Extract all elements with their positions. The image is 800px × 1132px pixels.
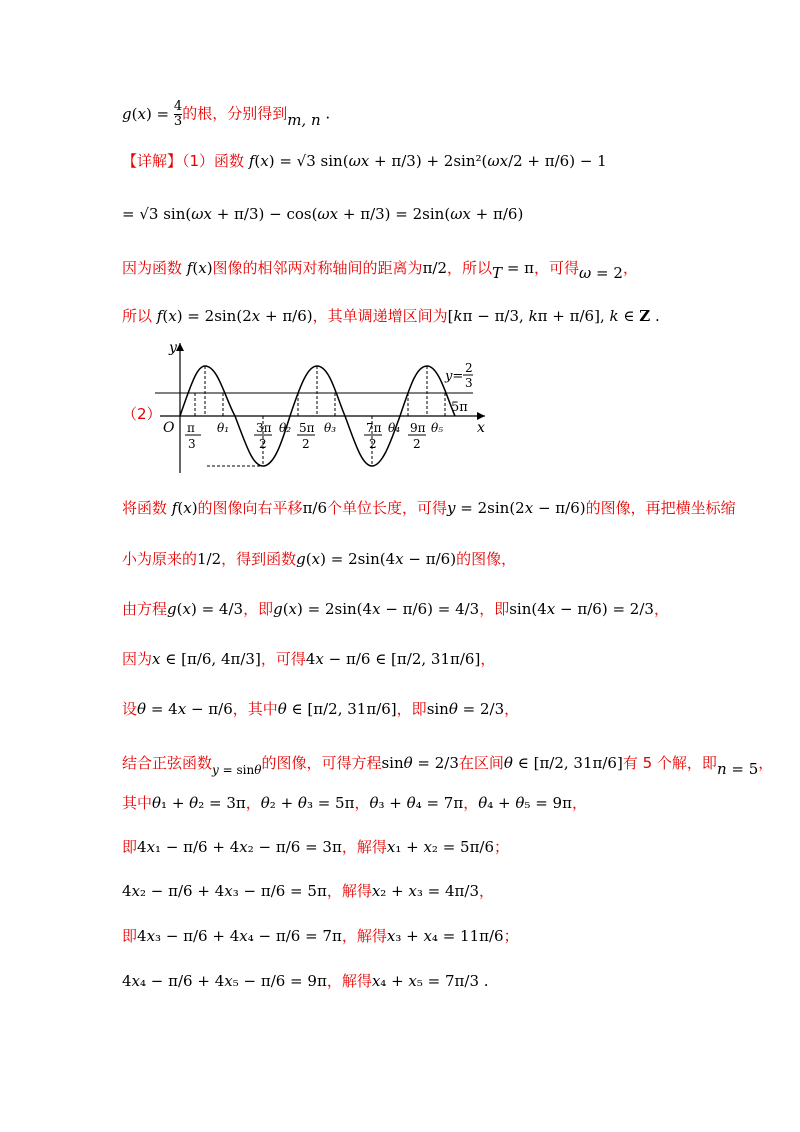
- graph-origin: O: [163, 420, 175, 436]
- line-6: （2）: [122, 405, 162, 423]
- line-3: = √3 sin(ωx + π/3) − cos(ωx + π/3) = 2sin(ωx + π/6): [122, 205, 524, 223]
- line-7: 将函数 f(x)的图像向右平移π/6个单位长度，可得y = 2sin(2x − π/6)的图像，再把横坐标缩: [122, 499, 736, 517]
- line-9: 由方程g(x) = 4/3，即g(x) = 2sin(4x − π/6) = 4/3，即sin(4x − π/6) = 2/3，: [122, 600, 669, 618]
- svg-text:2: 2: [465, 361, 473, 375]
- graph-line-label: y=: [445, 369, 464, 384]
- line-8: 小为原来的1/2，得到函数g(x) = 2sin(4x − π/6)的图像，: [122, 550, 517, 568]
- line-1-text: 的根，分别得到: [182, 104, 288, 123]
- tick-theta4: θ₄: [388, 421, 401, 435]
- line-2: 【详解】（1）函数 f(x) = √3 sin(ωx + π/3) + 2sin²(ωx/2 + π/6) − 1: [122, 152, 607, 170]
- line-11: 设θ = 4x − π/6，其中θ ∈ [π/2, 31π/6]，即sinθ = 2/3，: [122, 700, 520, 718]
- graph-x-label: x: [477, 420, 485, 436]
- line-12: 结合正弦函数$_{y = sin\theta}$的图像，可得方程sinθ = 2/3在区间θ ∈ [π/2, 31π/6]有 5 个解，即n = 5，: [122, 754, 774, 778]
- graph-y-label: y: [169, 340, 177, 356]
- sine-graph: [155, 338, 495, 478]
- line-16: 即4x₃ − π/6 + 4x₄ − π/6 = 7π，解得x₃ + x₄ = 11π/6；: [122, 927, 519, 945]
- line-14: 即4x₁ − π/6 + 4x₂ − π/6 = 3π，解得x₁ + x₂ = 5π/6；: [122, 838, 510, 856]
- tick-theta1: θ₁: [217, 421, 230, 435]
- svg-text:5π: 5π: [299, 421, 315, 435]
- line-17: 4x₄ − π/6 + 4x₅ − π/6 = 9π，解得x₄ + x₅ = 7π/3 .: [122, 972, 489, 990]
- svg-text:7π: 7π: [366, 421, 382, 435]
- svg-text:9π: 9π: [410, 421, 426, 435]
- tick-pi-3: π: [187, 421, 195, 435]
- tick-theta3: θ₃: [324, 421, 337, 435]
- svg-text:3: 3: [465, 376, 473, 390]
- line-13: 其中θ₁ + θ₂ = 3π，θ₂ + θ₃ = 5π，θ₃ + θ₄ = 7π，θ₄ + θ₅ = 9π，: [122, 794, 587, 812]
- tick-theta5: θ₅: [431, 421, 444, 435]
- svg-text:2: 2: [259, 437, 267, 451]
- graph-right-label: 5π: [451, 400, 468, 415]
- line-1: g(x) = $\frac{4}{3}$ 的根，分别得到m, n .: [122, 99, 331, 129]
- svg-text:3π: 3π: [256, 421, 272, 435]
- tick-theta2: θ₂: [279, 421, 292, 435]
- line-5: 所以 f(x) = 2sin(2x + π/6)，其单调递增区间为[kπ − π/3, kπ + π/6], k ∈ Z .: [122, 307, 660, 325]
- svg-text:3: 3: [188, 437, 196, 451]
- line-4: 因为函数 f(x)图像的相邻两对称轴间的距离为π/2，所以T = π，可得ω = 2，: [122, 259, 638, 282]
- svg-text:2: 2: [369, 437, 377, 451]
- svg-text:2: 2: [302, 437, 310, 451]
- svg-text:2: 2: [413, 437, 421, 451]
- line-10: 因为x ∈ [π/6, 4π/3]，可得4x − π/6 ∈ [π/2, 31π/6]，: [122, 650, 496, 668]
- line-15: 4x₂ − π/6 + 4x₃ − π/6 = 5π，解得x₂ + x₃ = 4π/3，: [122, 882, 495, 900]
